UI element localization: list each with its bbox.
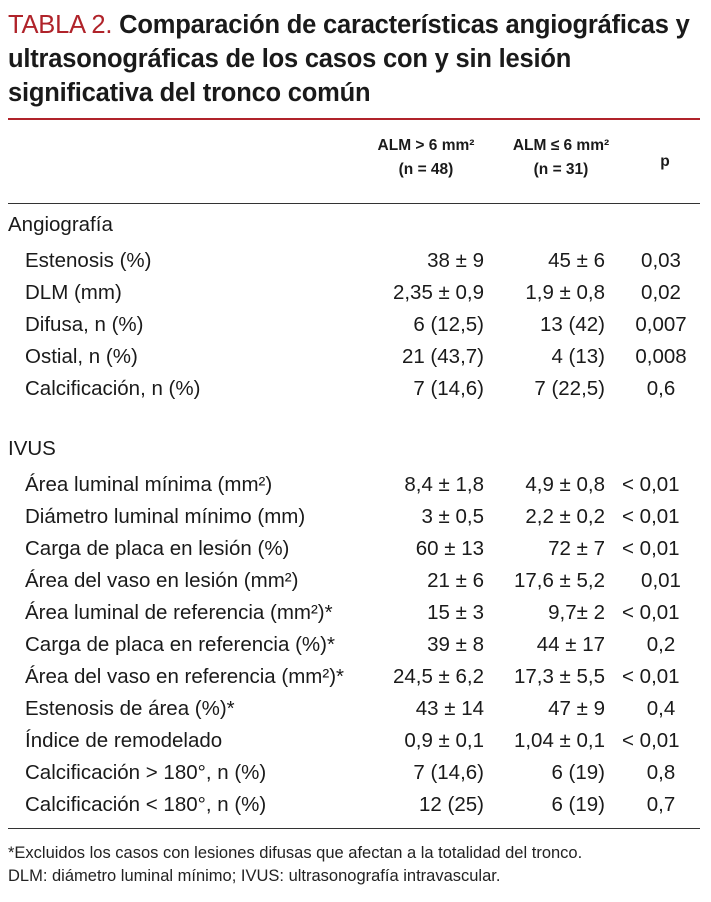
row-value-a: 2,35 ± 0,9 — [392, 281, 484, 304]
row-value-a: 15 ± 3 — [427, 601, 484, 624]
row-label: Área del vaso en referencia (mm²)* — [25, 665, 345, 688]
row-value-b: 6 (19) — [551, 761, 605, 784]
row-value-a: 60 ± 13 — [415, 537, 484, 560]
header-col-a-line1: ALM > 6 mm² — [377, 137, 475, 154]
row-value-b: 4 (13) — [551, 345, 605, 368]
row-label: Diámetro luminal mínimo (mm) — [25, 505, 306, 528]
table-row — [0, 662, 711, 694]
row-p-value: < 0,01 — [622, 601, 680, 624]
row-value-b: 72 ± 7 — [548, 537, 605, 560]
row-p-value: < 0,01 — [622, 505, 680, 528]
row-label: Estenosis de área (%)* — [25, 697, 235, 720]
row-value-a: 21 (43,7) — [401, 345, 484, 368]
footnote-line1: *Excluidos los casos con lesiones difusas que afectan a la totalidad del tronco. — [8, 844, 583, 862]
table-row — [0, 598, 711, 630]
row-p-value: 0,008 — [635, 345, 687, 368]
row-label: Área luminal mínima (mm²) — [25, 473, 273, 496]
row-value-a: 24,5 ± 6,2 — [392, 665, 484, 688]
row-p-value: 0,6 — [646, 377, 676, 400]
row-label: Calcificación > 180°, n (%) — [25, 761, 267, 784]
row-label: Carga de placa en referencia (%)* — [25, 633, 335, 656]
row-label: Calcificación, n (%) — [25, 377, 201, 400]
row-p-value: < 0,01 — [622, 729, 680, 752]
title-rule — [8, 118, 700, 120]
row-value-b: 4,9 ± 0,8 — [525, 473, 605, 496]
row-value-b: 17,3 ± 5,5 — [513, 665, 605, 688]
row-value-a: 38 ± 9 — [427, 249, 484, 272]
table-row — [0, 502, 711, 534]
row-p-value: 0,4 — [646, 697, 676, 720]
row-value-a: 43 ± 14 — [415, 697, 484, 720]
table-number: TABLA 2. — [8, 11, 113, 39]
row-label: Difusa, n (%) — [25, 313, 144, 336]
table-row — [0, 630, 711, 662]
row-label: Carga de placa en lesión (%) — [25, 537, 290, 560]
table-row — [0, 534, 711, 566]
table-row — [0, 758, 711, 790]
header-col-p: p — [660, 153, 670, 170]
row-value-b: 6 (19) — [551, 793, 605, 816]
row-label: Área luminal de referencia (mm²)* — [25, 601, 333, 624]
row-value-b: 7 (22,5) — [534, 377, 605, 400]
footer-rule — [8, 828, 700, 829]
row-value-b: 9,7± 2 — [548, 601, 605, 624]
row-value-b: 1,04 ± 0,1 — [513, 729, 605, 752]
row-value-a: 7 (14,6) — [413, 761, 484, 784]
table-row — [0, 726, 711, 758]
row-label: Ostial, n (%) — [25, 345, 138, 368]
row-p-value: 0,02 — [641, 281, 681, 304]
row-value-a: 0,9 ± 0,1 — [404, 729, 484, 752]
row-p-value: 0,01 — [641, 569, 681, 592]
row-value-b: 44 ± 17 — [536, 633, 605, 656]
header-rule — [8, 203, 700, 204]
table-caption: Comparación de características angiográficas y ultrasonográficas de los casos con y sin lesión significativa del tronco común — [8, 11, 690, 107]
row-value-b: 1,9 ± 0,8 — [525, 281, 605, 304]
row-p-value: 0,03 — [641, 249, 681, 272]
row-value-b: 47 ± 9 — [548, 697, 605, 720]
section-ivus: IVUS — [8, 437, 56, 460]
row-value-b: 17,6 ± 5,2 — [513, 569, 605, 592]
row-value-a: 39 ± 8 — [427, 633, 484, 656]
row-p-value: < 0,01 — [622, 537, 680, 560]
footnote-line2: DLM: diámetro luminal mínimo; IVUS: ultrasonografía intravascular. — [8, 867, 501, 885]
table-row — [0, 246, 711, 278]
header-col-b-line2: (n = 31) — [533, 161, 589, 178]
table-row — [0, 310, 711, 342]
header-col-a — [362, 134, 490, 182]
row-value-b: 2,2 ± 0,2 — [525, 505, 605, 528]
table-row — [0, 566, 711, 598]
row-p-value: 0,007 — [635, 313, 687, 336]
row-value-a: 6 (12,5) — [413, 313, 484, 336]
row-label: Estenosis (%) — [25, 249, 152, 272]
row-p-value: 0,2 — [646, 633, 676, 656]
table-row — [0, 278, 711, 310]
row-value-a: 7 (14,6) — [413, 377, 484, 400]
table-row — [0, 342, 711, 374]
row-label: Calcificación < 180°, n (%) — [25, 793, 267, 816]
row-value-b: 13 (42) — [540, 313, 605, 336]
table-row — [0, 790, 711, 822]
row-label: Índice de remodelado — [25, 729, 223, 752]
table-title — [8, 8, 698, 110]
row-p-value: < 0,01 — [622, 665, 680, 688]
row-label: Área del vaso en lesión (mm²) — [25, 569, 299, 592]
table-row — [0, 694, 711, 726]
row-p-value: 0,8 — [646, 761, 676, 784]
row-p-value: 0,7 — [646, 793, 676, 816]
header-col-a-line2: (n = 48) — [398, 161, 454, 178]
row-label: DLM (mm) — [25, 281, 122, 304]
row-value-a: 8,4 ± 1,8 — [404, 473, 484, 496]
header-col-b-line1: ALM ≤ 6 mm² — [512, 137, 610, 154]
table-row — [0, 374, 711, 406]
header-col-b — [497, 134, 625, 182]
row-value-a: 3 ± 0,5 — [421, 505, 484, 528]
table-footnote — [8, 842, 703, 888]
section-angiografia: Angiografía — [8, 213, 113, 236]
row-value-a: 21 ± 6 — [427, 569, 484, 592]
row-p-value: < 0,01 — [622, 473, 680, 496]
row-value-b: 45 ± 6 — [548, 249, 605, 272]
row-value-a: 12 (25) — [419, 793, 484, 816]
table-row — [0, 470, 711, 502]
